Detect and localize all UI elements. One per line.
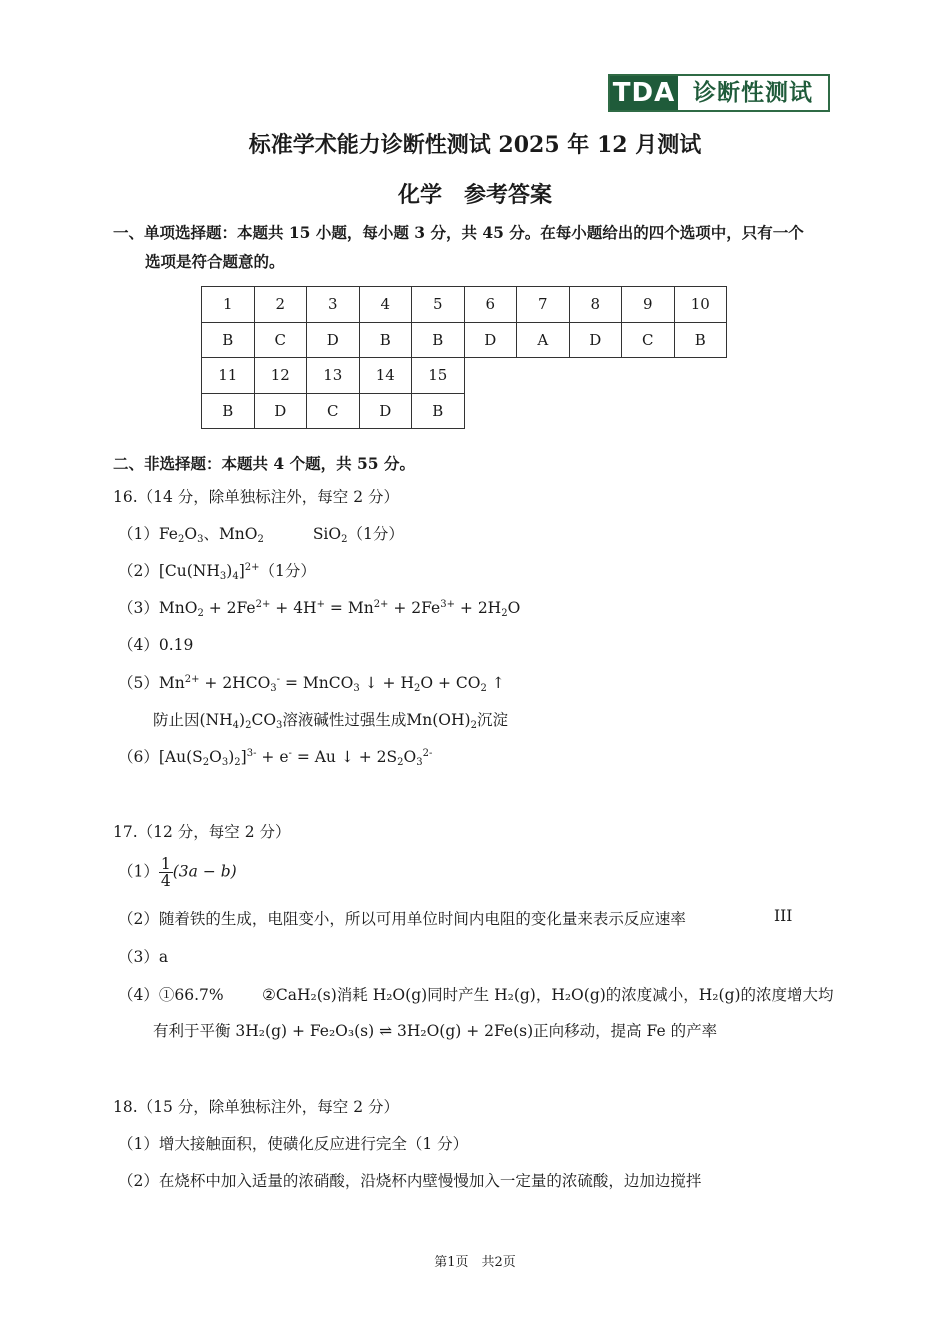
table-cell: 3 (307, 287, 360, 323)
table-cell: 2 (254, 287, 307, 323)
q17-answer-4-line2: 有利于平衡 3H₂(g) + Fe₂O₃(s) ⇌ 3H₂O(g) + 2Fe(s)正向移动，提高 Fe 的产率 (153, 1022, 718, 1040)
q18-header: 18.（15 分，除单独标注外，每空 2 分） (113, 1098, 400, 1116)
table-cell: 8 (569, 287, 622, 323)
page-subtitle: 化学 参考答案 (397, 182, 552, 208)
table-cell: D (359, 393, 412, 429)
table-cell: C (622, 322, 675, 358)
q17-answer-1: （1） $\frac{1}{4}$ (3a − b) (118, 855, 237, 890)
q16-answer-3: $(3)MnO_2 + 2Fe^{2+} + 4H^+ = Mn^{2+} + 2Fe^{3+} + 2H_2O$ (118, 599, 521, 619)
table-cell: 1 (202, 287, 255, 323)
table-cell: 11 (202, 358, 255, 394)
table-row (202, 393, 727, 429)
table-cell: 13 (307, 358, 360, 394)
q18-answer-1: （1）增大接触面积，使磺化反应进行完全（1 分） (118, 1135, 469, 1153)
table-cell: 12 (254, 358, 307, 394)
empty-cell (622, 393, 675, 429)
empty-cell (569, 358, 622, 394)
answer-label: （3） (118, 948, 159, 966)
q16-header: 16.（14 分，除单独标注外，每空 2 分） (113, 488, 400, 506)
q17-answer-4-part2: ②CaH₂(s)消耗 H₂O(g)同时产生 H₂(g)，H₂O(g)的浓度减小，H₂(g)的浓度增大均 (262, 986, 834, 1004)
q16-answer-6: $(6)[Au(S_2O_3)_2]^{3-} + e^- = Au$ ↓ + $2S_2O_3^{2-}$ (118, 748, 433, 768)
empty-cell (674, 393, 727, 429)
table-cell: B (674, 322, 727, 358)
q17-answer-3: （3）a (118, 948, 169, 966)
logo-mark: TDA (610, 76, 678, 110)
table-cell: B (202, 393, 255, 429)
empty-cell (517, 358, 570, 394)
q16-answer-1: $(1)Fe_2O_3$、MnO$_2$ SiO$_2$（1分） (118, 525, 404, 545)
section1-heading: 一、单项选择题：本题共 15 小题，每小题 3 分，共 45 分。在每小题给出的四个选项中，只有一个 (113, 223, 804, 242)
table-cell: 14 (359, 358, 412, 394)
table-cell: A (517, 322, 570, 358)
table-cell: B (412, 322, 465, 358)
table-cell: C (254, 322, 307, 358)
section1-heading-cont: 选项是符合题意的。 (145, 252, 285, 271)
q17-header: 17.（12 分，每空 2 分） (113, 823, 291, 841)
page-title: 标准学术能力诊断性测试 2025 年 12 月测试 (248, 132, 702, 158)
answer-label: （2） (118, 910, 159, 928)
table-cell: D (254, 393, 307, 429)
table-cell: B (359, 322, 412, 358)
answer-label: （2） (118, 1172, 159, 1190)
table-cell: 10 (674, 287, 727, 323)
empty-cell (517, 393, 570, 429)
answer-label: （1） (118, 1135, 159, 1153)
table-cell: 15 (412, 358, 465, 394)
q17-answer-4: （4）①66.7% (118, 986, 224, 1004)
answer-label: （1） (118, 862, 159, 881)
q16-answer-2: $(2)[Cu(NH_3)_4]^{2+}(1$分） (118, 562, 316, 582)
empty-cell (674, 358, 727, 394)
q16-answer-5-line2: 防止因$(NH_4)_2CO_3$溶液碱性过强生成$Mn(OH)_2$沉淀 (153, 711, 508, 731)
table-cell: B (202, 322, 255, 358)
table-cell: 5 (412, 287, 465, 323)
table-row (202, 287, 727, 323)
tda-logo (608, 74, 830, 112)
table-cell: 9 (622, 287, 675, 323)
empty-cell (464, 358, 517, 394)
fraction: $\frac{1}{4}$ (160, 855, 171, 890)
q18-answer-2: （2）在烧杯中加入适量的浓硝酸，沿烧杯内壁慢慢加入一定量的浓硫酸，边加边搅拌 (118, 1172, 702, 1190)
table-cell: B (412, 393, 465, 429)
empty-cell (622, 358, 675, 394)
empty-cell (464, 393, 517, 429)
table-cell: C (307, 393, 360, 429)
answer-table (201, 286, 727, 429)
table-cell: D (307, 322, 360, 358)
table-cell: 6 (464, 287, 517, 323)
table-row (202, 322, 727, 358)
q17-answer-2-extra: III (774, 907, 793, 925)
answer-label: （5） (118, 674, 159, 692)
table-cell: D (569, 322, 622, 358)
q17-answer-2: （2）随着铁的生成，电阻变小，所以可用单位时间内电阻的变化量来表示反应速率 (118, 910, 686, 928)
table-cell: 7 (517, 287, 570, 323)
page-footer: 第1页 共2页 (434, 1255, 516, 1270)
answer-label: （4） (118, 986, 159, 1004)
table-row (202, 358, 727, 394)
section2-heading: 二、非选择题：本题共 4 个题，共 55 分。 (113, 454, 415, 473)
answer-label: （2） (118, 562, 159, 580)
q16-answer-4: （4）0.19 (118, 636, 194, 654)
table-cell: D (464, 322, 517, 358)
answer-label: （3） (118, 599, 159, 617)
answer-label: （4） (118, 636, 159, 654)
empty-cell (569, 393, 622, 429)
table-cell: 4 (359, 287, 412, 323)
answer-label: （6） (118, 748, 159, 766)
logo-text: 诊断性测试 (693, 80, 813, 106)
answer-label: （1） (118, 525, 159, 543)
q16-answer-5: $(5)Mn^{2+} + 2HCO_3^-$ = MnCO$_3$ ↓ + $H_2O + CO_2$ ↑ (118, 674, 505, 694)
